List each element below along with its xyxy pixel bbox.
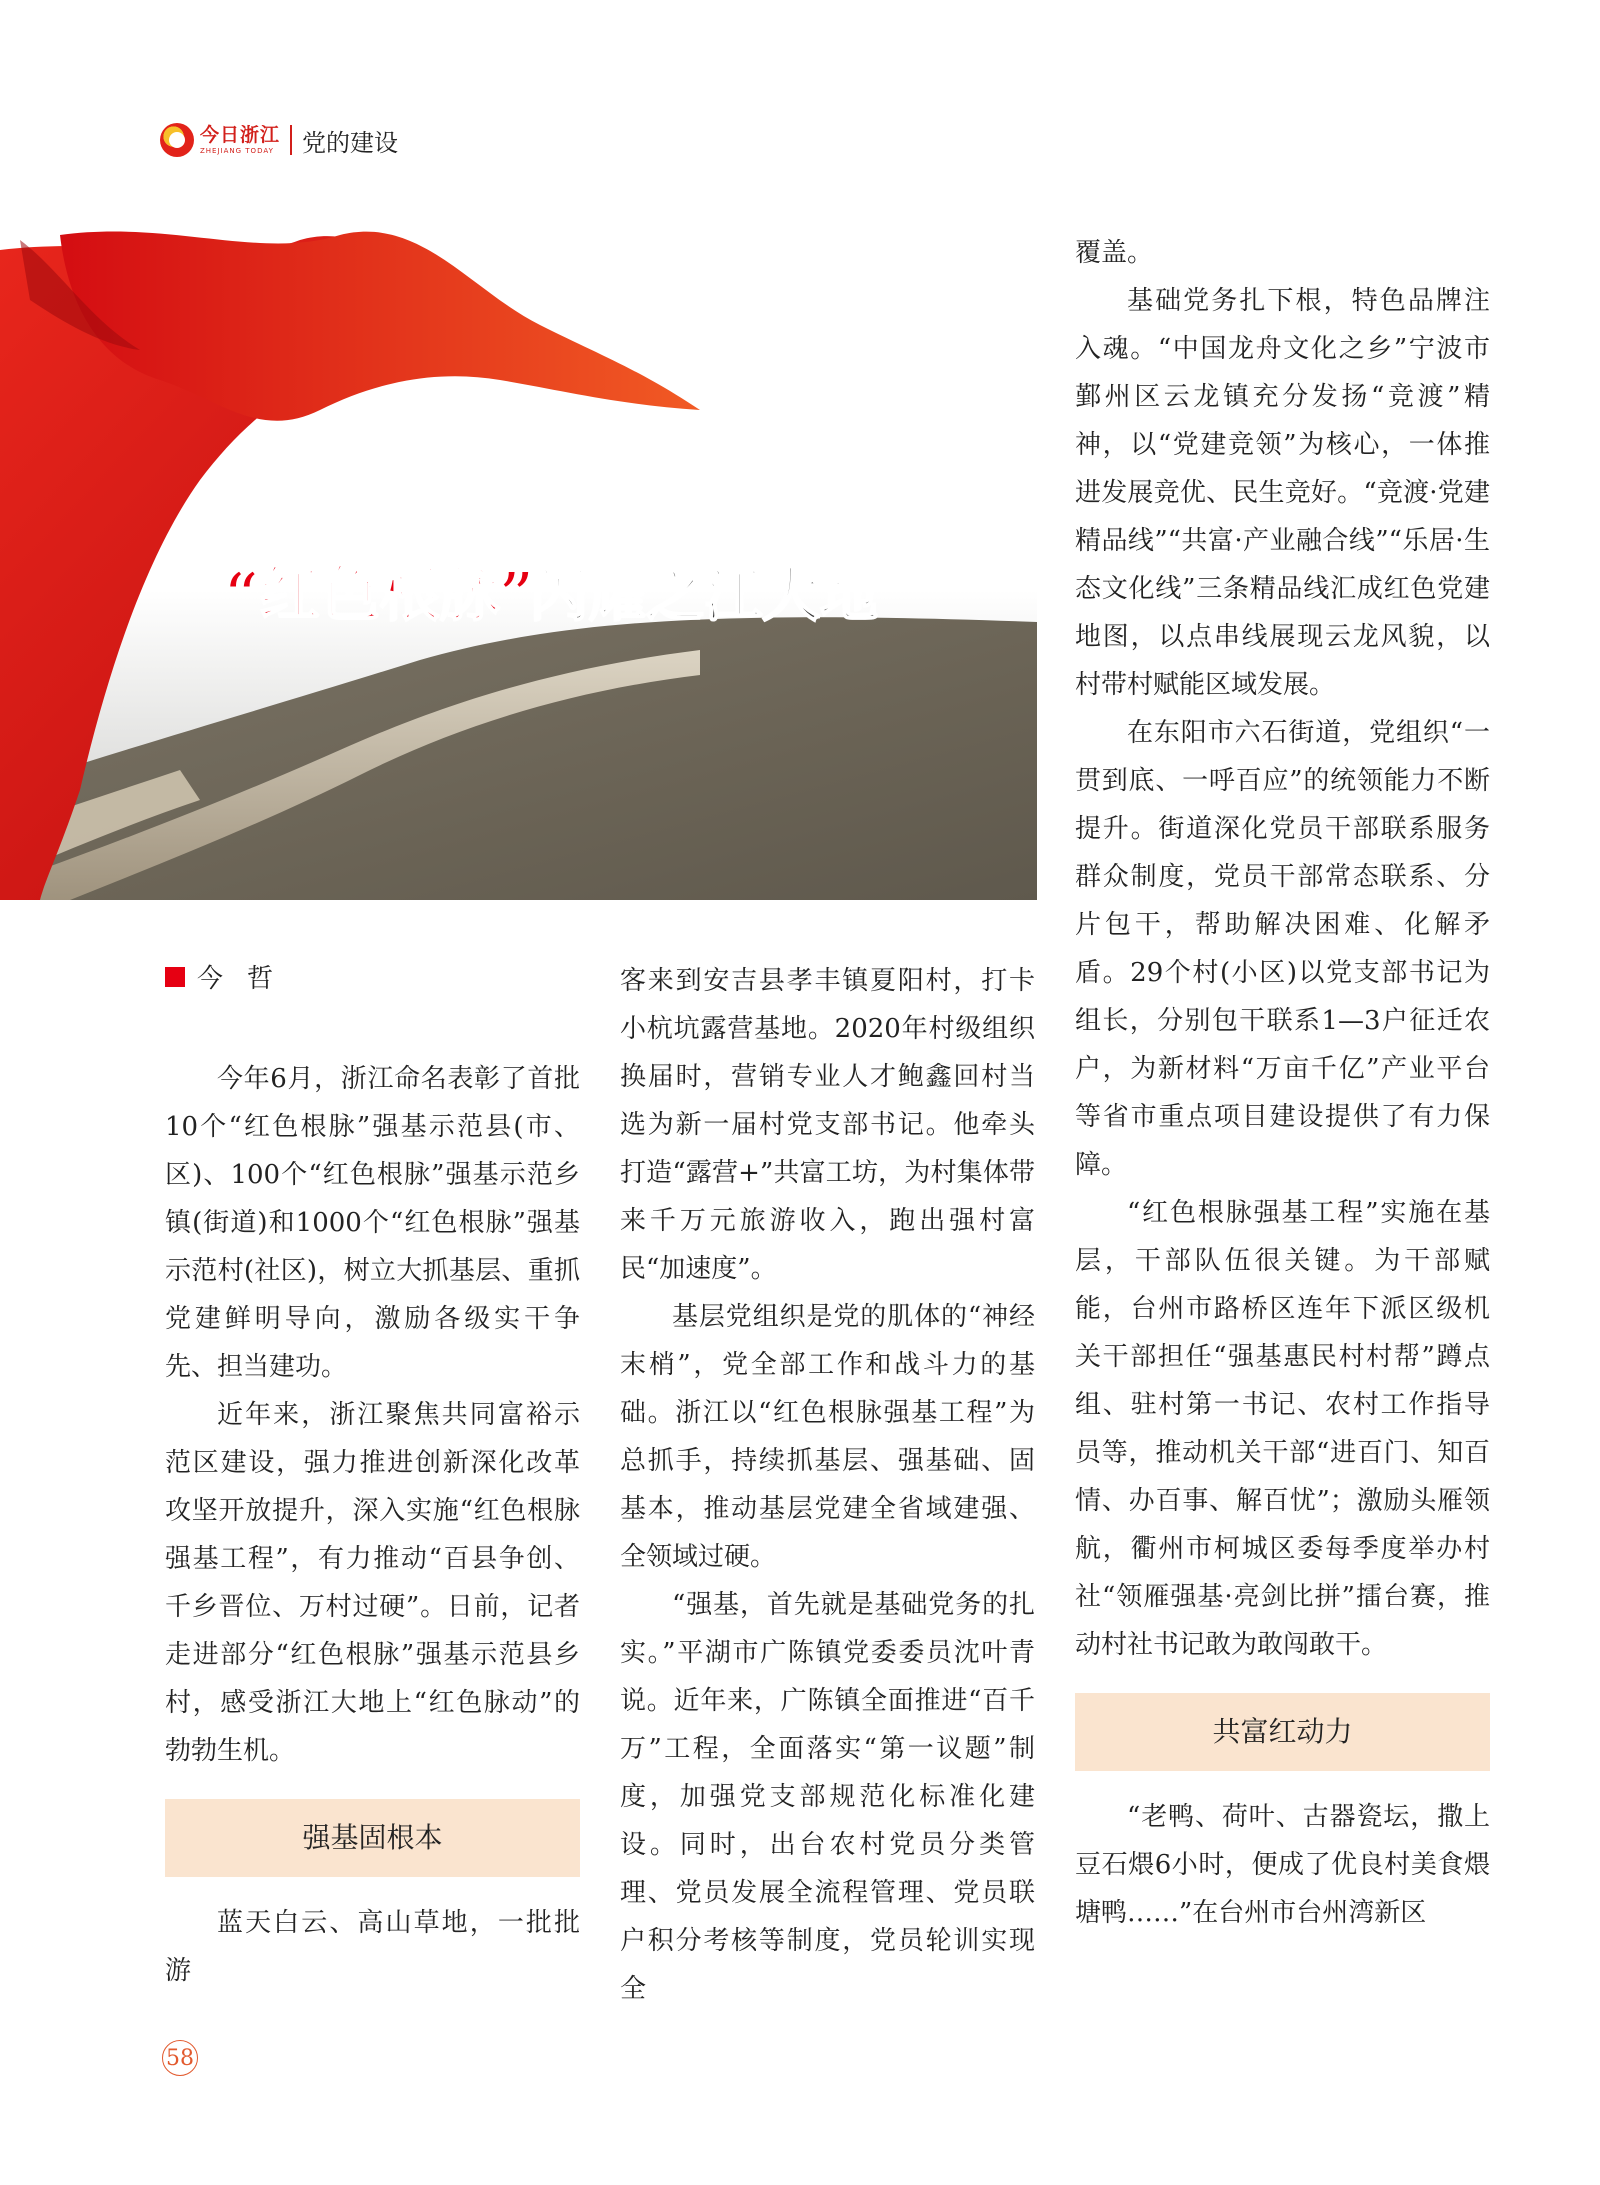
hero-title-rest: 闪耀之江大地 <box>530 561 879 629</box>
paragraph: “强基，首先就是基础党务的扎实。”平湖市广陈镇党委委员沈叶青说。近年来，广陈镇全面推进“百千万”工程，全面落实“第一议题”制度，加强党支部规范化标准化建设。同时，出台农村党员分类管理、党员发展全流程管理、党员联户积分考核等制度，党员轮训实现全 <box>620 1590 1035 2004</box>
hero-title <box>225 560 878 630</box>
column-1 <box>165 1055 580 1995</box>
paragraph: 近年来，浙江聚焦共同富裕示范区建设，强力推进创新深化改革攻坚开放提升，深入实施“红色根脉强基工程”，有力推动“百县争创、千乡晋位、万村过硬”。日前，记者走进部分“红色根脉”强基示范县乡村，感受浙江大地上“红色脉动”的勃勃生机。 <box>165 1400 580 1766</box>
paragraph: 基层党组织是党的肌体的“神经末梢”，党全部工作和战斗力的基础。浙江以“红色根脉强基工程”为总抓手，持续抓基层、强基础、固基本，推动基层党建全省域建强、全领域过硬。 <box>620 1302 1035 1572</box>
page-header <box>160 118 398 162</box>
paragraph: 覆盖。 <box>1075 238 1154 268</box>
paragraph: “老鸭、荷叶、古器瓷坛，撒上豆石煨6小时，便成了优良村美食煨塘鸭……”在台州市台州湾新区 <box>1075 1802 1490 1928</box>
logo-icon <box>160 123 194 157</box>
author-name: 今哲 <box>197 964 298 994</box>
subheading-gongfu: 共富红动力 <box>1075 1693 1490 1771</box>
byline-marker <box>165 967 185 987</box>
subheading-qiangji: 强基固根本 <box>165 1799 580 1877</box>
logo-en: ZHEJIANG TODAY <box>200 146 274 155</box>
column-3 <box>1075 229 1490 1937</box>
paragraph: 在东阳市六石街道，党组织“一贯到底、一呼百应”的统领能力不断提升。街道深化党员干部联系服务群众制度，党员干部常态联系、分片包干，帮助解决困难、化解矛盾。29个村(小区)以党支部书记为组长，分别包干联系1—3户征迁农户，为新材料“万亩千亿”产业平台等省市重点项目建设提供了有力保障。 <box>1075 718 1490 1180</box>
paragraph: 客来到安吉县孝丰镇夏阳村，打卡小杭坑露营基地。2020年村级组织换届时，营销专业人才鲍鑫回村当选为新一届村党支部书记。他牵头打造“露营+”共富工坊，为村集体带来千万元旅游收入，跑出强村富民“加速度”。 <box>620 966 1035 1284</box>
hero-image <box>0 230 1037 900</box>
section-name: 党的建设 <box>302 128 399 157</box>
paragraph: “红色根脉强基工程”实施在基层，干部队伍很关键。为干部赋能，台州市路桥区连年下派区级机关干部担任“强基惠民村村帮”蹲点组、驻村第一书记、农村工作指导员等，推动机关干部“进百门、知百情、办百事、解百忧”；激励头雁领航，衢州市柯城区委每季度举办村社“领雁强基·亮剑比拼”擂台赛，推动村社书记敢为敢闯敢干。 <box>1075 1198 1490 1660</box>
column-2 <box>620 957 1035 2013</box>
paragraph: 基础党务扎下根，特色品牌注入魂。“中国龙舟文化之乡”宁波市鄞州区云龙镇充分发扬“竞渡”精神，以“党建竞领”为核心，一体推进发展竞优、民生竞好。“竞渡·党建精品线”“共富·产业融合线”“乐居·生态文化线”三条精品线汇成红色党建地图，以点串线展现云龙风貌，以村带村赋能区域发展。 <box>1075 286 1490 700</box>
byline <box>165 958 297 995</box>
page-number: 58 <box>162 2040 198 2076</box>
logo-cn: 今日浙江 <box>200 123 281 146</box>
header-divider <box>290 125 292 155</box>
logo <box>200 123 281 155</box>
paragraph: 蓝天白云、高山草地，一批批游 <box>165 1908 580 1986</box>
paragraph: 今年6月，浙江命名表彰了首批10个“红色根脉”强基示范县(市、区)、100个“红色根脉”强基示范乡镇(街道)和1000个“红色根脉”强基示范村(社区)，树立大抓基层、重抓党建鲜明导向，激励各级实干争先、担当建功。 <box>165 1064 580 1382</box>
hero-title-quoted: “红色根脉” <box>225 560 535 630</box>
